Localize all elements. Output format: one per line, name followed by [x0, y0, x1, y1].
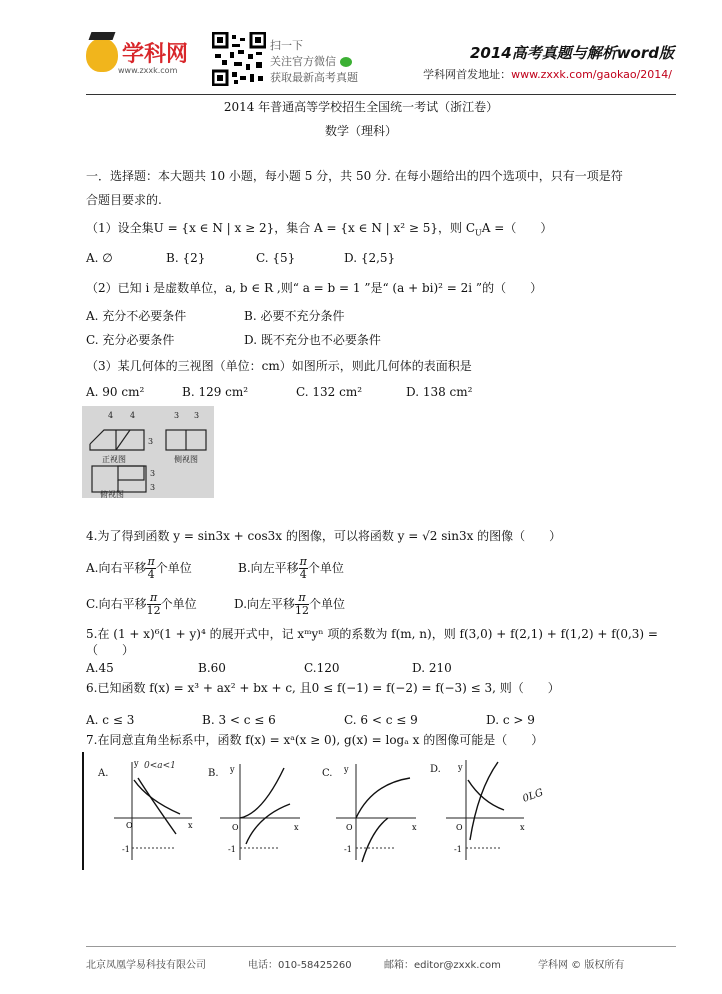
- q6-option-c: C. 6 < c ≤ 9: [344, 713, 418, 727]
- logo-url: www.zxxk.com: [118, 66, 178, 75]
- q5-blank: （ ）: [86, 643, 135, 657]
- q3-option-a: A. 90 cm²: [86, 385, 145, 399]
- svg-text:O: O: [346, 823, 353, 832]
- svg-text:-1: -1: [454, 845, 462, 854]
- q5-option-c: C.120: [304, 661, 340, 675]
- svg-text:x: x: [188, 821, 193, 830]
- q2-option-d: D. 既不充分也不必要条件: [244, 333, 381, 347]
- brand-title: 2014高考真题与解析word版: [469, 44, 674, 62]
- svg-text:A.: A.: [98, 768, 109, 779]
- graph-b: [208, 764, 300, 860]
- question-3-stem: （3）某几何体的三视图（单位：cm）如图所示，则此几何体的表面积是: [86, 359, 472, 373]
- q3-option-b: B. 129 cm²: [182, 385, 249, 399]
- section-intro-2: 合题目要求的.: [86, 193, 162, 207]
- q5-option-a: A.45: [86, 661, 114, 675]
- qr-line: 获取最新高考真题: [270, 71, 358, 84]
- qr-caption: [270, 38, 358, 86]
- q4-option-b: B.向左平移 $\frac{\pi}{4}$ 个单位: [238, 555, 344, 581]
- question-2-stem: （2）已知 i 是虚数单位，a, b ∈ R ,则“ a = b = 1 ”是“ (a + bi)² = 2i ”的（ ）: [86, 281, 543, 295]
- q4-option-a: A.向右平移 $\frac{\pi}{4}$ 个单位: [86, 555, 192, 581]
- top-view-label: 俯视图: [100, 490, 124, 498]
- svg-text:O: O: [126, 821, 133, 830]
- q6-option-a: A. c ≤ 3: [86, 713, 135, 727]
- wechat-icon: [340, 57, 352, 67]
- svg-text:x: x: [520, 823, 525, 832]
- q1-option-b: B. {2}: [166, 251, 206, 265]
- q2-option-c: C. 充分必要条件: [86, 333, 175, 347]
- paper-title: 2014 年普通高等学校招生全国统一考试（浙江卷）: [223, 100, 499, 114]
- footer-email[interactable]: 邮箱：editor@zxxk.com: [384, 960, 501, 971]
- svg-text:-1: -1: [228, 845, 236, 854]
- logo-text: 学科网: [122, 42, 189, 67]
- svg-text:0<a<1: 0<a<1: [144, 761, 176, 771]
- dim-label: 3: [174, 411, 180, 420]
- svg-text:y: y: [134, 759, 139, 768]
- qr-line: 扫一下: [270, 39, 303, 52]
- question-6-stem: 6.已知函数 f(x) = x³ + ax² + bx + c, 且0 ≤ f(−1) = f(−2) = f(−3) ≤ 3, 则（ ）: [86, 681, 560, 695]
- q5-option-d: D. 210: [412, 661, 452, 675]
- qr-line: 关注官方微信: [270, 54, 358, 70]
- svg-text:C.: C.: [322, 768, 333, 779]
- q1-option-d: D. {2,5}: [344, 251, 396, 265]
- svg-text:x: x: [412, 823, 417, 832]
- footer-divider: [86, 946, 676, 947]
- graph-d: [430, 760, 545, 860]
- q1-option-c: C. {5}: [256, 251, 296, 265]
- dim-label: 3: [194, 411, 200, 420]
- q2-option-b: B. 必要不充分条件: [244, 309, 345, 323]
- svg-text:-1: -1: [122, 845, 130, 854]
- question-4-stem: 4.为了得到函数 y = sin3x + cos3x 的图像，可以将函数 y = √2 sin3x 的图像（ ）: [86, 529, 562, 543]
- footer-company: 北京凤凰学易科技有限公司: [86, 960, 206, 971]
- section-intro: 一．选择题：本大题共 10 小题，每小题 5 分，共 50 分. 在每小题给出的四个选项中，只有一项是符: [86, 169, 623, 183]
- front-view-label: 正视图: [102, 455, 126, 464]
- q6-option-d: D. c > 9: [486, 713, 535, 727]
- svg-text:O: O: [232, 823, 239, 832]
- svg-text:B.: B.: [208, 768, 219, 779]
- q4-option-c: C.向右平移 $\frac{\pi}{12}$ 个单位: [86, 591, 197, 617]
- svg-text:x: x: [294, 823, 299, 832]
- svg-text:y: y: [344, 765, 349, 774]
- three-view-figure: [82, 406, 214, 498]
- header-divider: [86, 94, 676, 95]
- svg-text:y: y: [458, 763, 463, 772]
- footer-copyright: 学科网 © 版权所有: [538, 960, 625, 971]
- q4-option-d: D.向左平移 $\frac{\pi}{12}$ 个单位: [234, 591, 346, 617]
- q3-option-d: D. 138 cm²: [406, 385, 473, 399]
- svg-text:y: y: [230, 765, 235, 774]
- question-1-stem: （1）设全集U = {x ∈ N | x ≥ 2}，集合 A = {x ∈ N | x² ≥ 5}，则 $C_UA$ =（ ）: [86, 221, 553, 238]
- svg-text:0LG: 0LG: [521, 787, 545, 805]
- q1-option-a: A. ∅: [86, 251, 113, 265]
- q3-option-c: C. 132 cm²: [296, 385, 363, 399]
- q5-option-b: B.60: [198, 661, 226, 675]
- svg-text:-1: -1: [344, 845, 352, 854]
- graph-a: [97, 759, 193, 860]
- dim-label: 4: [130, 411, 136, 420]
- svg-text:O: O: [456, 823, 463, 832]
- brand-url[interactable]: 学科网首发地址：www.zxxk.com/gaokao/2014/: [423, 68, 672, 81]
- dim-label: 3: [150, 483, 156, 492]
- graph-c: [322, 764, 417, 862]
- svg-text:D.: D.: [430, 764, 441, 775]
- q7-graph-options: [80, 750, 550, 872]
- qr-code-icon: [212, 32, 266, 86]
- dim-label: 3: [150, 469, 156, 478]
- dim-label: 4: [108, 411, 114, 420]
- q2-option-a: A. 充分不必要条件: [86, 309, 187, 323]
- paper-subject: 数学（理科）: [324, 124, 397, 138]
- side-view-label: 侧视图: [174, 455, 198, 464]
- brand-url-link[interactable]: www.zxxk.com/gaokao/2014/: [511, 68, 672, 81]
- dim-label: 3: [148, 437, 154, 446]
- footer-phone: 电话：010-58425260: [248, 960, 352, 971]
- mascot-icon: [86, 38, 118, 72]
- question-5-stem: 5.在 (1 + x)⁶(1 + y)⁴ 的展开式中，记 xᵐyⁿ 项的系数为 f(m, n)，则 f(3,0) + f(2,1) + f(1,2) + f(0,3) =: [86, 627, 658, 641]
- q6-option-b: B. 3 < c ≤ 6: [202, 713, 276, 727]
- question-7-stem: 7.在同意直角坐标系中，函数 f(x) = xᵃ(x ≥ 0), g(x) = logₐ x 的图像可能是（ ）: [86, 733, 544, 747]
